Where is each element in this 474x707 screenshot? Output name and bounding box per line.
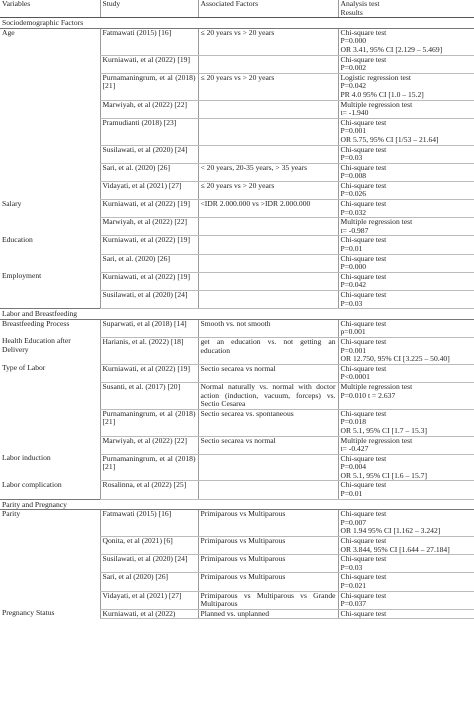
- variable-cell: [0, 181, 100, 199]
- factor-cell: [198, 481, 338, 499]
- variable-cell: [0, 145, 100, 163]
- variable-cell: [0, 254, 100, 272]
- table-row: [0, 145, 474, 163]
- study-cell: Kurniawati, et al (2022) [19]: [100, 236, 198, 254]
- factor-cell: [198, 236, 338, 254]
- header-study: Study: [100, 0, 198, 18]
- factor-cell: Sectio secarea vs normal: [198, 436, 338, 454]
- factor-cell: ≤ 20 years vs > 20 years: [198, 28, 338, 55]
- factor-cell: Normal naturally vs. normal with doctor action (induction, vacuum, forceps) vs. Sectio Cesarea: [198, 382, 338, 409]
- result-cell: Chi-square test P=0.03: [338, 291, 474, 309]
- factor-cell: ≤ 20 years vs > 20 years: [198, 73, 338, 100]
- result-cell: Chi-square test P=0.000 OR 3.41, 95% CI [2.129 – 5.469]: [338, 28, 474, 55]
- header-analysis-results: Analysis test Results: [338, 0, 474, 18]
- variable-cell: Type of Labor: [2, 363, 46, 373]
- variable-cell: [0, 382, 100, 409]
- table-row: [0, 236, 474, 254]
- variable-cell: [0, 537, 100, 555]
- study-cell: Kurniawati, et al (2022) [19]: [100, 364, 198, 382]
- header-variables: Variables: [0, 0, 100, 18]
- table-row: [0, 28, 474, 55]
- result-cell: Chi-square test P=0.03: [338, 145, 474, 163]
- table-row: [0, 382, 474, 409]
- table-row: [0, 100, 474, 118]
- variable-cell: Parity: [0, 510, 100, 537]
- study-cell: Vidayati, et al (2021) [27]: [100, 181, 198, 199]
- table-row: [0, 555, 474, 573]
- factor-cell: [198, 100, 338, 118]
- variable-cell: [0, 291, 100, 309]
- result-cell: Chi-square test P=0.007 OR 1.94 95% CI [1.162 – 3.242]: [338, 510, 474, 537]
- study-cell: Marwiyah, et al (2022) [22]: [100, 100, 198, 118]
- factor-cell: [198, 291, 338, 309]
- study-cell: Susilawati, et al (2020) [24]: [100, 555, 198, 573]
- variable-cell: Salary: [2, 198, 22, 208]
- result-cell: Chi-square test P=0.004 OR 5.1, 95% CI [1.6 – 15.7]: [338, 454, 474, 481]
- factor-cell: [198, 218, 338, 236]
- result-cell: Chi-square test P=0.001 OR 12.750, 95% CI [3.225 – 50.40]: [338, 337, 474, 364]
- table-row: [0, 291, 474, 309]
- section-row: [0, 499, 474, 510]
- study-cell: Vidayati, et al (2021) [27]: [100, 591, 198, 609]
- table-row: [0, 218, 474, 236]
- result-cell: Chi-square test P=0.008: [338, 163, 474, 181]
- factor-cell: ≤ 20 years vs > 20 years: [198, 181, 338, 199]
- table-row: [0, 163, 474, 181]
- section-title: Labor and Breastfeeding: [0, 309, 474, 320]
- study-cell: Kurniawati, et al (2022): [100, 609, 198, 619]
- result-cell: Multiple regression test t= -0.987: [338, 218, 474, 236]
- result-cell: Chi-square test: [338, 609, 474, 619]
- result-cell: Chi-square test OR 3.844, 95% CI [1.644 – 27.184]: [338, 537, 474, 555]
- table-row: [0, 481, 474, 499]
- factor-cell: Primiparous vs Multiparous vs Grande Multiparous: [198, 591, 338, 609]
- study-cell: Qonita, et al (2021) [6]: [100, 537, 198, 555]
- factor-cell: Sectio secarea vs. spontaneous: [198, 409, 338, 436]
- variable-cell: Age: [0, 28, 100, 55]
- section-row: [0, 309, 474, 320]
- variable-cell: [0, 218, 100, 236]
- variable-cell: Labor induction: [2, 453, 51, 463]
- result-cell: Chi-square test P<0.0001: [338, 364, 474, 382]
- result-cell: Chi-square test P=0.042: [338, 272, 474, 290]
- factor-cell: Primiparous vs Multiparous: [198, 537, 338, 555]
- factor-cell: Primiparous vs Multiparous: [198, 510, 338, 537]
- table-row: [0, 73, 474, 100]
- factor-cell: [198, 454, 338, 481]
- study-cell: Purnamaningrum, et al (2018) [21]: [100, 409, 198, 436]
- study-cell: Harianis, et al. (2022) [18]: [100, 337, 198, 364]
- result-cell: Chi-square test P=0.037: [338, 591, 474, 609]
- study-cell: Susanti, et al. (2017) [20]: [100, 382, 198, 409]
- study-cell: Susilawati, et al (2020) [24]: [100, 291, 198, 309]
- study-cell: Purnamaningrum, et al (2018) [21]: [100, 73, 198, 100]
- section-title: Parity and Pregnancy: [0, 499, 474, 510]
- study-cell: Marwiyah, et al (2022) [22]: [100, 436, 198, 454]
- factor-cell: [198, 145, 338, 163]
- table-row: [0, 55, 474, 73]
- variable-cell: Employment: [2, 271, 42, 281]
- study-cell: Susilawati, et al (2020) [24]: [100, 145, 198, 163]
- factor-cell: [198, 272, 338, 290]
- section-title: Sociodemographic Factors: [0, 18, 474, 29]
- factor-cell: < 20 years, 20-35 years, > 35 years: [198, 163, 338, 181]
- variable-cell: [0, 409, 100, 436]
- variable-cell: [0, 591, 100, 609]
- factor-cell: [198, 55, 338, 73]
- study-cell: Purnamaningrum, et al (2018) [21]: [100, 454, 198, 481]
- factor-cell: Sectio secarea vs normal: [198, 364, 338, 382]
- factor-cell: <IDR 2.000.000 vs >IDR 2.000.000: [198, 200, 338, 218]
- variable-cell: Education: [2, 234, 33, 244]
- study-cell: Kurniawati, et al (2022) [19]: [100, 200, 198, 218]
- table-row: [0, 181, 474, 199]
- variable-cell: [0, 118, 100, 145]
- result-cell: Chi-square test P=0.03: [338, 555, 474, 573]
- section-row: [0, 18, 474, 29]
- study-cell: Sari, et al (2020) [26]: [100, 573, 198, 591]
- result-cell: Chi-square test P=0.032: [338, 200, 474, 218]
- variable-cell: Labor complication: [2, 479, 62, 489]
- factor-cell: Primiparous vs Multiparous: [198, 555, 338, 573]
- result-cell: Chi-square test P=0.018 OR 5.1, 95% CI [1.7 – 15.3]: [338, 409, 474, 436]
- header-row: [0, 0, 474, 18]
- result-cell: Chi-square test P=0.01: [338, 481, 474, 499]
- table-row: [0, 573, 474, 591]
- result-cell: Chi-square test P=0.01: [338, 236, 474, 254]
- variable-cell: [0, 555, 100, 573]
- variable-cell: Breastfeeding Process: [0, 319, 100, 337]
- study-cell: Kurniawati, et al (2022) [19]: [100, 55, 198, 73]
- table-row: [0, 118, 474, 145]
- result-cell: Chi-square test p=0.001: [338, 319, 474, 337]
- variable-cell: [0, 73, 100, 100]
- table-row: [0, 510, 474, 537]
- result-cell: Logistic regression test P=0.042 PR 4.0 95% CI [1.0 – 15.2]: [338, 73, 474, 100]
- variable-cell: [0, 436, 100, 454]
- table-row: [0, 337, 474, 364]
- factor-cell: Primiparous vs Multiparous: [198, 573, 338, 591]
- table-row: [0, 409, 474, 436]
- table-row: [0, 436, 474, 454]
- variable-cell: Pregnancy Status: [2, 608, 55, 618]
- result-cell: Multiple regression test t= -0.427: [338, 436, 474, 454]
- variable-cell: [0, 55, 100, 73]
- result-cell: Multiple regression test t= -1.940: [338, 100, 474, 118]
- study-cell: Sari, et al. (2020) [26]: [100, 254, 198, 272]
- result-cell: Chi-square test P=0.026: [338, 181, 474, 199]
- variable-cell: [0, 163, 100, 181]
- result-cell: Chi-square test P=0.000: [338, 254, 474, 272]
- study-cell: Pramudianti (2018) [23]: [100, 118, 198, 145]
- table-row: [0, 319, 474, 337]
- study-cell: Fatmawati (2015) [16]: [100, 28, 198, 55]
- table-row: [0, 537, 474, 555]
- factor-cell: Smooth vs. not smooth: [198, 319, 338, 337]
- table-row: [0, 364, 474, 382]
- study-cell: Rosalinna, et al (2022) [25]: [100, 481, 198, 499]
- result-cell: Multiple regression test P=0.010 t = 2.637: [338, 382, 474, 409]
- variable-cell: Health Education after Delivery: [2, 336, 71, 355]
- variable-cell: [0, 573, 100, 591]
- result-cell: Chi-square test P=0.002: [338, 55, 474, 73]
- study-cell: Kurniawati, et al (2022) [19]: [100, 272, 198, 290]
- table-row: [0, 609, 474, 619]
- table-row: [0, 272, 474, 290]
- study-cell: Marwiyah, et al (2022) [22]: [100, 218, 198, 236]
- table-body: [0, 18, 474, 619]
- study-cell: Sari, et al. (2020) [26]: [100, 163, 198, 181]
- factor-cell: get an education vs. not getting an education: [198, 337, 338, 364]
- study-cell: Fatmawati (2015) [16]: [100, 510, 198, 537]
- factor-cell: Planned vs. unplanned: [198, 609, 338, 619]
- factor-cell: [198, 118, 338, 145]
- variable-cell: [0, 100, 100, 118]
- result-cell: Chi-square test P=0.021: [338, 573, 474, 591]
- result-cell: Chi-square test P=0.001 OR 5.75, 95% CI [1/53 – 21.64]: [338, 118, 474, 145]
- table-row: [0, 254, 474, 272]
- table-row: [0, 454, 474, 481]
- table-row: [0, 591, 474, 609]
- header-associated-factors: Associated Factors: [198, 0, 338, 18]
- study-cell: Suparwati, et al (2018) [14]: [100, 319, 198, 337]
- factor-cell: [198, 254, 338, 272]
- table-row: [0, 200, 474, 218]
